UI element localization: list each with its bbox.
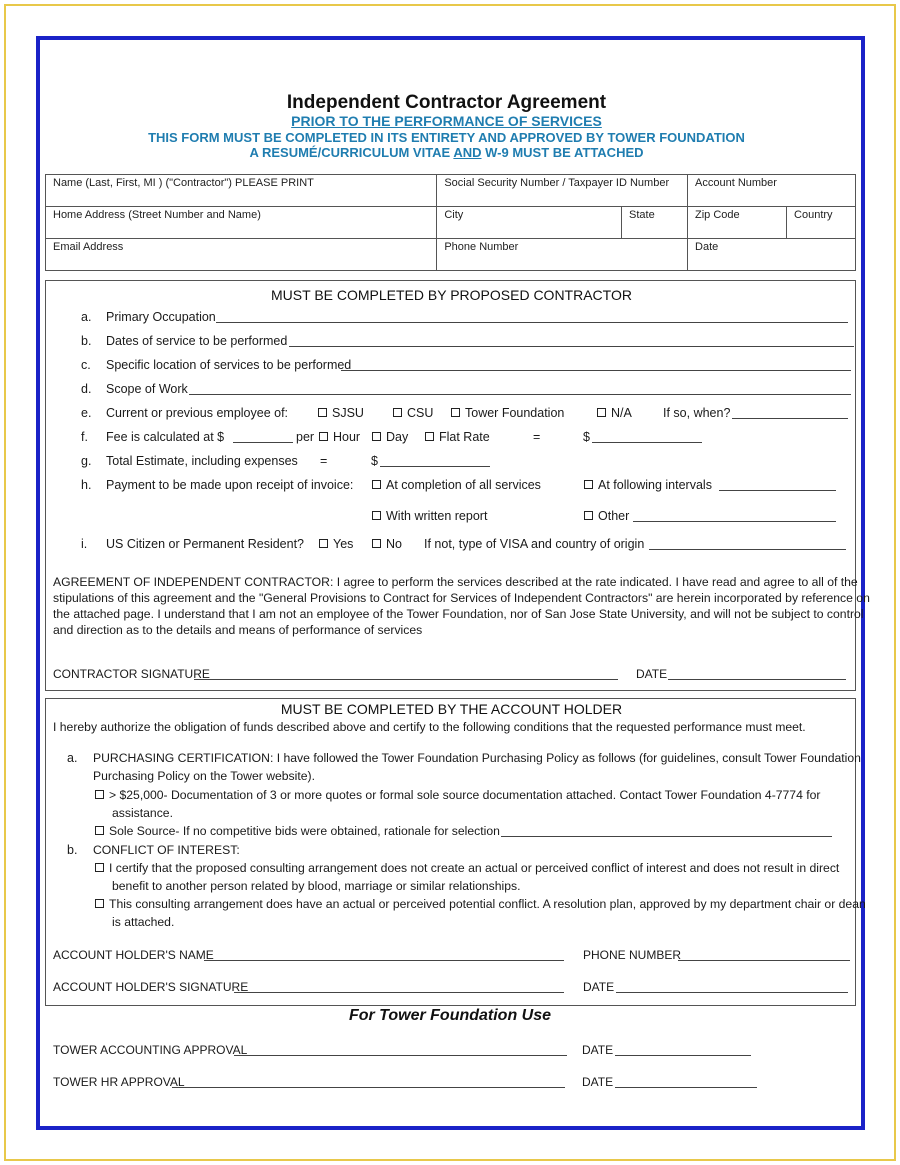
ssn-field-label: Social Security Number / Taxpayer ID Number: [444, 177, 670, 189]
item-e-letter: e.: [81, 406, 92, 420]
hr-approval-label: TOWER HR APPROVAL: [53, 1075, 185, 1089]
fee-total-line[interactable]: [592, 432, 702, 443]
city-label: City: [444, 209, 464, 221]
hr-date-label: DATE: [582, 1075, 614, 1089]
visa-label: If not, type of VISA and country of origin: [424, 537, 645, 551]
holder-name-line[interactable]: [204, 950, 564, 961]
csu-label: CSU: [407, 406, 434, 420]
estimate-line[interactable]: [380, 456, 490, 467]
subtitle-completion: THIS FORM MUST BE COMPLETED IN ITS ENTIRETY AND APPROVED BY TOWER FOUNDATION: [148, 130, 745, 145]
state-label: State: [629, 209, 655, 221]
csu-checkbox[interactable]: [393, 408, 402, 417]
other-label: Other: [598, 509, 630, 523]
agreement-line-2: stipulations of this agreement and the "General Provisions to Contract for Services of Independent Contractors" are herein incorporated by reference on: [53, 591, 870, 605]
intervals-line[interactable]: [719, 480, 836, 491]
primary-occupation-label: Primary Occupation: [106, 310, 216, 324]
accounting-date-label: DATE: [582, 1043, 614, 1057]
quotes-option[interactable]: [95, 788, 820, 802]
citizen-yes-checkbox[interactable]: [319, 539, 328, 548]
fee-calculated-label: Fee is calculated at $: [106, 430, 225, 444]
na-checkbox[interactable]: [597, 408, 606, 417]
form-title: Independent Contractor Agreement: [286, 92, 607, 113]
tower-foundation-checkbox[interactable]: [451, 408, 460, 417]
zip-code-label: Zip Code: [695, 209, 740, 221]
other-checkbox[interactable]: [584, 511, 593, 520]
scope-of-work-label: Scope of Work: [106, 382, 188, 396]
accounting-date-line[interactable]: [615, 1045, 751, 1056]
written-report-checkbox[interactable]: [372, 511, 381, 520]
name-field[interactable]: [46, 175, 437, 207]
contractor-date-label: DATE: [636, 667, 668, 681]
day-checkbox[interactable]: [372, 432, 381, 441]
subtitle-attachments-pre: A RESUMÉ/CURRICULUM VITAE: [249, 145, 454, 160]
flat-rate-option[interactable]: [425, 430, 490, 444]
no-conflict-label-cont: benefit to another person related by blood, marriage or similar relationships.: [112, 879, 521, 893]
at-completion-checkbox[interactable]: [372, 480, 381, 489]
agreement-line-3: the attached page. I understand that I am not an employee of the Tower Foundation, nor of San Jose State University, and will not be subject to control: [53, 607, 864, 621]
sole-source-checkbox[interactable]: [95, 826, 104, 835]
sjsu-label: SJSU: [332, 406, 364, 420]
holder-date-label: DATE: [583, 980, 615, 994]
quotes-label-cont: assistance.: [112, 806, 173, 820]
primary-occupation-line[interactable]: [216, 312, 848, 323]
item-a-letter: a.: [81, 310, 92, 324]
day-label: Day: [386, 430, 409, 444]
holder-phone-line[interactable]: [678, 950, 850, 961]
account-number-field[interactable]: [688, 175, 856, 207]
fee-per-label: per: [296, 430, 315, 444]
item-b-letter: b.: [81, 334, 92, 348]
flat-rate-checkbox[interactable]: [425, 432, 434, 441]
item-i-letter: i.: [81, 537, 88, 551]
intervals-checkbox[interactable]: [584, 480, 593, 489]
hr-date-line[interactable]: [615, 1077, 757, 1088]
contractor-info-table: [45, 174, 856, 271]
agreement-line-4: and direction as to the details and means of performance of services: [53, 623, 423, 637]
written-report-option[interactable]: [372, 509, 487, 523]
contractor-date-line[interactable]: [668, 669, 846, 680]
item-g-letter: g.: [81, 454, 92, 468]
holder-signature-line[interactable]: [234, 982, 564, 993]
purchasing-cert-line-1: PURCHASING CERTIFICATION: I have followed the Tower Foundation Purchasing Policy as follows (for guidelines, consult Tower Foundation: [93, 751, 861, 765]
contractor-signature-line[interactable]: [194, 669, 618, 680]
dates-of-service-label: Dates of service to be performed: [106, 334, 288, 348]
holder-phone-label: PHONE NUMBER: [583, 948, 682, 962]
dates-of-service-line[interactable]: [289, 336, 854, 347]
citizen-no-checkbox[interactable]: [372, 539, 381, 548]
service-location-line[interactable]: [341, 360, 851, 371]
flat-rate-label: Flat Rate: [439, 430, 490, 444]
phone-field[interactable]: [437, 239, 688, 271]
citizen-label: US Citizen or Permanent Resident?: [106, 537, 305, 551]
service-location-label: Specific location of services to be performed: [106, 358, 352, 372]
employee-of-label: Current or previous employee of:: [106, 406, 289, 420]
at-completion-label: At completion of all services: [386, 478, 541, 492]
subtitle-attachments: [0, 145, 893, 160]
estimate-dollar: $: [371, 454, 378, 468]
phone-label: Phone Number: [444, 241, 519, 253]
na-label: N/A: [611, 406, 632, 420]
citizen-no-label: No: [386, 537, 402, 551]
subtitle-prior: PRIOR TO THE PERFORMANCE OF SERVICES: [291, 113, 602, 129]
account-holder-section: [45, 698, 866, 1006]
holder-item-a-letter: a.: [67, 751, 78, 765]
sole-source-option[interactable]: [95, 824, 500, 838]
if-so-when-label: If so, when?: [663, 406, 731, 420]
sjsu-checkbox[interactable]: [318, 408, 327, 417]
city-field[interactable]: [437, 207, 622, 239]
account-holder-heading: MUST BE COMPLETED BY THE ACCOUNT HOLDER: [280, 701, 623, 717]
zip-code-field[interactable]: [688, 207, 787, 239]
hour-checkbox[interactable]: [319, 432, 328, 441]
sole-source-line[interactable]: [501, 826, 832, 837]
total-estimate-label: Total Estimate, including expenses: [106, 454, 298, 468]
contractor-signature-label: CONTRACTOR SIGNATURE: [53, 667, 210, 681]
agreement-line-1: AGREEMENT OF INDEPENDENT CONTRACTOR: I agree to perform the services described at the rate indicated. I have read and agree to all of the: [53, 575, 858, 589]
visa-line[interactable]: [649, 539, 846, 550]
date-label: Date: [695, 241, 719, 253]
quotes-label: > $25,000- Documentation of 3 or more quotes or formal sole source documentation attached. Contact Tower Foundation 4-7774 for: [109, 788, 821, 802]
intervals-option[interactable]: [584, 478, 712, 492]
accounting-approval-line[interactable]: [234, 1045, 567, 1056]
has-conflict-option[interactable]: [95, 897, 866, 911]
no-conflict-checkbox[interactable]: [95, 863, 104, 872]
scope-of-work-line[interactable]: [189, 384, 851, 395]
day-option[interactable]: [372, 430, 408, 444]
other-line[interactable]: [633, 511, 836, 522]
no-conflict-option[interactable]: [95, 861, 839, 875]
quotes-checkbox[interactable]: [95, 790, 104, 799]
country-field[interactable]: [787, 207, 856, 239]
conflict-of-interest-label: CONFLICT OF INTEREST:: [93, 843, 240, 857]
no-conflict-label: I certify that the proposed consulting arrangement does not create an actual or perceived conflict of interest and does not result in direct: [109, 861, 840, 875]
written-report-label: With written report: [386, 509, 488, 523]
tower-foundation-option[interactable]: [451, 406, 564, 420]
payment-label: Payment to be made upon receipt of invoice:: [106, 478, 354, 492]
contractor-section: [45, 280, 870, 691]
holder-name-label: ACCOUNT HOLDER'S NAME: [53, 948, 214, 962]
home-address-label: Home Address (Street Number and Name): [53, 209, 261, 221]
hour-option[interactable]: [319, 430, 360, 444]
has-conflict-label: This consulting arrangement does have an actual or perceived potential conflict. A resolution plan, approved by my department chair or dean: [109, 897, 866, 911]
fee-equals: =: [533, 430, 541, 444]
country-label: Country: [794, 209, 833, 221]
foundation-use-heading: For Tower Foundation Use: [348, 1007, 552, 1024]
csu-option[interactable]: [393, 406, 433, 420]
purchasing-cert-line-2: Purchasing Policy on the Tower website).: [93, 769, 315, 783]
ssn-field[interactable]: [437, 175, 688, 207]
other-option[interactable]: [584, 509, 629, 523]
email-field[interactable]: [46, 239, 437, 271]
item-f-letter: f.: [81, 430, 88, 444]
citizen-no-option[interactable]: [372, 537, 402, 551]
fee-dollar: $: [583, 430, 590, 444]
has-conflict-label-cont: is attached.: [112, 915, 175, 929]
if-so-when-line[interactable]: [732, 408, 848, 419]
tower-foundation-label: Tower Foundation: [465, 406, 565, 420]
at-completion-option[interactable]: [372, 478, 541, 492]
item-c-letter: c.: [81, 358, 91, 372]
item-d-letter: d.: [81, 382, 92, 396]
contractor-section-heading: MUST BE COMPLETED BY PROPOSED CONTRACTOR: [271, 287, 632, 303]
intervals-label: At following intervals: [598, 478, 712, 492]
estimate-equals: =: [320, 454, 328, 468]
date-field[interactable]: [688, 239, 856, 271]
fee-amount-line[interactable]: [233, 432, 293, 443]
has-conflict-checkbox[interactable]: [95, 899, 104, 908]
name-field-label: Name (Last, First, MI ) ("Contractor") PLEASE PRINT: [53, 177, 314, 189]
na-option[interactable]: [597, 406, 632, 420]
holder-date-line[interactable]: [616, 982, 848, 993]
item-h-letter: h.: [81, 478, 92, 492]
sole-source-label: Sole Source- If no competitive bids were obtained, rationale for selection: [109, 824, 500, 838]
holder-item-b-letter: b.: [67, 843, 78, 857]
state-field[interactable]: [622, 207, 688, 239]
sjsu-option[interactable]: [318, 406, 364, 420]
citizen-yes-label: Yes: [333, 537, 354, 551]
subtitle-attachments-and: AND: [453, 145, 482, 160]
holder-signature-label: ACCOUNT HOLDER'S SIGNATURE: [53, 980, 249, 994]
email-label: Email Address: [53, 241, 124, 253]
hour-label: Hour: [333, 430, 361, 444]
citizen-yes-option[interactable]: [319, 537, 353, 551]
authorize-intro: I hereby authorize the obligation of funds described above and certify to the following conditions that the requested performance must meet.: [53, 720, 806, 734]
subtitle-attachments-post: W-9 MUST BE ATTACHED: [481, 145, 644, 160]
hr-approval-line[interactable]: [172, 1077, 565, 1088]
account-number-label: Account Number: [695, 177, 777, 189]
accounting-approval-label: TOWER ACCOUNTING APPROVAL: [53, 1043, 248, 1057]
home-address-field[interactable]: [46, 207, 437, 239]
